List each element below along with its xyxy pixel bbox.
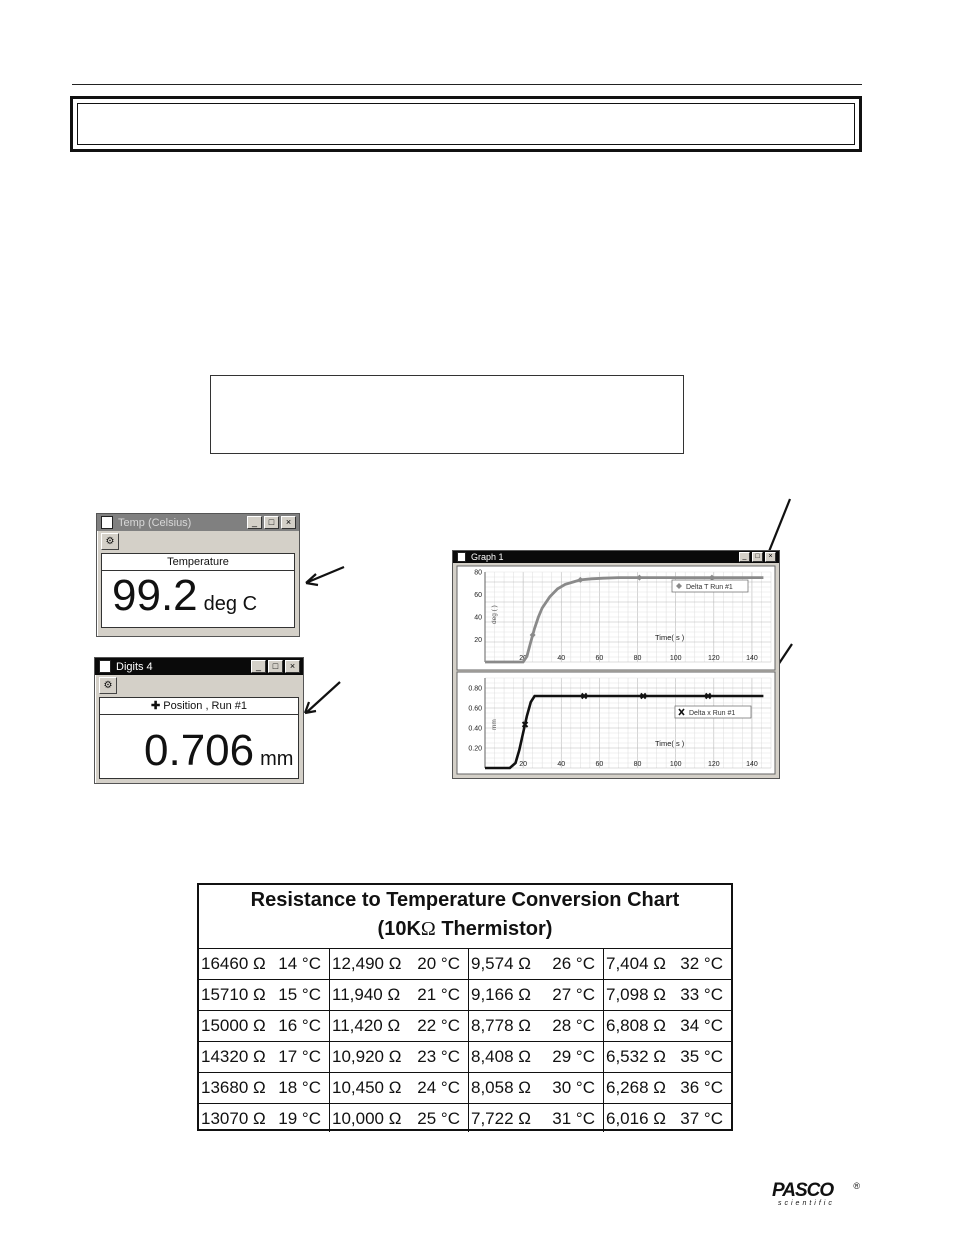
temperature-value: 24 °C <box>417 1078 460 1097</box>
temperature-value: 19 °C <box>278 1109 321 1128</box>
resistance-value: 16460 Ω <box>201 954 266 973</box>
x-tick-label: 120 <box>707 655 720 662</box>
temperature-value: 20 °C <box>417 954 460 973</box>
temperature-value: 32 °C <box>680 954 723 973</box>
resistance-value: 10,000 Ω <box>332 1109 402 1128</box>
temperature-value: 23 °C <box>417 1047 460 1066</box>
x-tick-label: 60 <box>595 655 604 662</box>
temperature-value: 22 °C <box>417 1016 460 1035</box>
settings-icon[interactable]: ⚙ <box>99 677 117 694</box>
table-cell <box>199 1011 330 1041</box>
resistance-value: 7,404 Ω <box>606 954 666 973</box>
y-axis-label: mm <box>491 719 498 730</box>
temp-display <box>101 553 295 628</box>
temp-window-title: Temp (Celsius) <box>118 516 192 529</box>
graph-plots <box>453 551 779 778</box>
pasco-logo: PASCO scientific ® <box>772 1180 860 1207</box>
digits-window-titlebar[interactable] <box>95 658 303 675</box>
arrow-icon <box>300 678 345 718</box>
maximize-icon[interactable]: □ <box>752 552 763 562</box>
note-box <box>210 375 684 454</box>
y-tick-label: 60 <box>474 592 482 599</box>
x-tick-label: 100 <box>669 761 682 768</box>
temperature-value: 27 °C <box>552 985 595 1004</box>
table-cell <box>469 1011 604 1041</box>
table-row <box>199 1011 731 1042</box>
table-cell <box>330 949 469 979</box>
resistance-value: 7,722 Ω <box>471 1109 531 1128</box>
resistance-value: 10,450 Ω <box>332 1078 402 1097</box>
table-cell <box>199 949 330 979</box>
table-cell <box>604 980 731 1010</box>
legend-label: Delta T Run #1 <box>686 584 733 591</box>
temp-window-titlebar[interactable] <box>97 514 299 531</box>
document-icon <box>101 516 113 529</box>
close-icon[interactable]: × <box>285 660 300 673</box>
table-cell <box>330 1042 469 1072</box>
close-icon[interactable]: × <box>281 516 296 529</box>
table-cell <box>469 1073 604 1103</box>
settings-icon[interactable]: ⚙ <box>101 533 119 550</box>
x-tick-label: 140 <box>746 655 758 662</box>
position-unit: mm <box>260 748 294 770</box>
resistance-value: 15710 Ω <box>201 985 266 1004</box>
resistance-value: 7,098 Ω <box>606 985 666 1004</box>
x-tick-label: 40 <box>557 655 566 662</box>
minimize-icon[interactable]: _ <box>247 516 262 529</box>
conversion-table <box>197 883 733 1131</box>
temperature-value: 17 °C <box>278 1047 321 1066</box>
graph-window[interactable] <box>452 550 780 779</box>
table-cell <box>469 949 604 979</box>
y-axis-label: deg ( ) <box>491 605 498 624</box>
y-tick-label: 0.80 <box>468 685 482 693</box>
x-tick-label: 120 <box>707 761 720 768</box>
resistance-value: 13070 Ω <box>201 1109 266 1128</box>
table-cell <box>469 980 604 1010</box>
resistance-value: 9,166 Ω <box>471 985 531 1004</box>
table-cell <box>469 1104 604 1132</box>
table-cell <box>604 1011 731 1041</box>
position-value: 0.706 <box>144 726 255 775</box>
maximize-icon[interactable]: □ <box>264 516 279 529</box>
table-cell <box>469 1042 604 1072</box>
temperature-value: 35 °C <box>680 1047 723 1066</box>
digits-window-title: Digits 4 <box>116 660 153 673</box>
plus-icon: ✚ <box>150 700 161 712</box>
close-icon[interactable]: × <box>765 552 776 562</box>
resistance-value: 8,058 Ω <box>471 1078 531 1097</box>
x-axis-label: Time( s ) <box>655 633 685 642</box>
resistance-value: 11,420 Ω <box>332 1016 401 1035</box>
table-row <box>199 949 731 980</box>
x-tick-label: 140 <box>746 761 758 768</box>
x-axis-label: Time( s ) <box>655 739 685 748</box>
digits-window[interactable] <box>94 657 304 784</box>
temperature-value: 26 °C <box>552 954 595 973</box>
temperature-value: 34 °C <box>680 1016 723 1035</box>
y-tick-label: 80 <box>474 569 482 577</box>
temperature-value: 15 °C <box>278 985 321 1004</box>
table-cell <box>330 1104 469 1132</box>
minimize-icon[interactable]: _ <box>251 660 266 673</box>
temperature-value: 30 °C <box>552 1078 595 1097</box>
resistance-value: 9,574 Ω <box>471 954 531 973</box>
temperature-value: 18 °C <box>278 1078 321 1097</box>
omega-symbol: Ω <box>420 918 436 940</box>
resistance-value: 15000 Ω <box>201 1016 266 1035</box>
table-cell <box>330 1073 469 1103</box>
arrow-icon <box>300 560 350 590</box>
x-tick-label: 40 <box>557 761 566 768</box>
temperature-value: 21 °C <box>417 985 460 1004</box>
y-tick-label: 0.20 <box>468 745 482 753</box>
y-tick-label: 0.40 <box>468 725 482 733</box>
x-tick-label: 60 <box>595 761 604 768</box>
minimize-icon[interactable]: _ <box>739 552 750 562</box>
x-tick-label: 80 <box>633 655 642 662</box>
temperature-value: 37 °C <box>680 1109 723 1128</box>
temp-value: 99.2 <box>112 571 198 620</box>
resistance-value: 12,490 Ω <box>332 954 402 973</box>
resistance-value: 6,268 Ω <box>606 1078 666 1097</box>
resistance-value: 6,532 Ω <box>606 1047 666 1066</box>
temp-unit: deg C <box>203 593 258 615</box>
temperature-value: 33 °C <box>680 985 723 1004</box>
table-row <box>199 1104 731 1132</box>
graph-window-title: Graph 1 <box>471 552 504 562</box>
table-row <box>199 980 731 1011</box>
resistance-value: 8,408 Ω <box>471 1047 531 1066</box>
resistance-value: 11,940 Ω <box>332 985 401 1004</box>
y-tick-label: 20 <box>474 637 482 644</box>
document-icon <box>99 660 111 673</box>
y-tick-label: 40 <box>474 614 482 622</box>
x-tick-label: 20 <box>519 761 528 768</box>
temperature-value: 29 °C <box>552 1047 595 1066</box>
temperature-value: 25 °C <box>417 1109 460 1128</box>
temperature-value: 36 °C <box>680 1078 723 1097</box>
temp-window[interactable] <box>96 513 300 637</box>
section-header-box <box>70 96 862 152</box>
resistance-value: 10,920 Ω <box>332 1047 402 1066</box>
digits-display <box>99 697 299 779</box>
maximize-icon[interactable]: □ <box>268 660 283 673</box>
temperature-value: 28 °C <box>552 1016 595 1035</box>
x-tick-label: 100 <box>669 655 682 662</box>
resistance-value: 13680 Ω <box>201 1078 266 1097</box>
y-tick-label: 0.60 <box>468 705 482 713</box>
table-cell <box>199 1042 330 1072</box>
table-cell <box>199 1073 330 1103</box>
resistance-value: 6,808 Ω <box>606 1016 666 1035</box>
temperature-value: 14 °C <box>278 954 321 973</box>
table-row <box>199 1073 731 1104</box>
table-cell <box>604 1042 731 1072</box>
resistance-value: 6,016 Ω <box>606 1109 666 1128</box>
table-cell <box>604 949 731 979</box>
resistance-value: 8,778 Ω <box>471 1016 531 1035</box>
table-cell <box>604 1073 731 1103</box>
legend-label: Delta x Run #1 <box>689 710 736 717</box>
table-cell <box>604 1104 731 1132</box>
table-cell <box>199 1104 330 1132</box>
x-tick-label: 20 <box>519 655 528 662</box>
resistance-value: 14320 Ω <box>201 1047 266 1066</box>
table-cell <box>330 980 469 1010</box>
temperature-value: 16 °C <box>278 1016 321 1035</box>
x-tick-label: 80 <box>633 761 642 768</box>
table-title: Resistance to Temperature Conversion Chart (10KΩ Thermistor) <box>199 885 731 949</box>
table-row <box>199 1042 731 1073</box>
table-cell <box>199 980 330 1010</box>
header-rule <box>72 84 862 85</box>
table-cell <box>330 1011 469 1041</box>
position-label: ✚ Position , Run #1 <box>100 698 298 715</box>
temp-label: Temperature <box>102 554 294 571</box>
table-grid <box>199 949 731 1132</box>
temperature-value: 31 °C <box>552 1109 595 1128</box>
